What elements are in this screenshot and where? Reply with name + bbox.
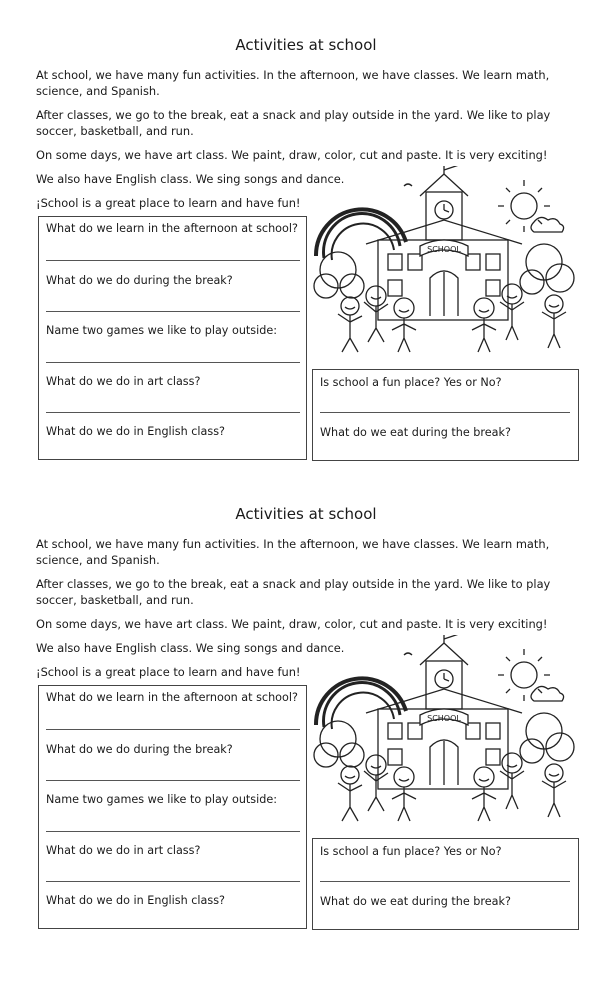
school-sign-text: SCHOOL bbox=[427, 714, 461, 723]
school-illustration bbox=[308, 166, 584, 362]
answer-line-2[interactable] bbox=[46, 780, 300, 781]
question-4: What do we do in art class? bbox=[46, 375, 201, 388]
school-sign-text: SCHOOL bbox=[427, 245, 461, 254]
school-illustration bbox=[308, 635, 584, 831]
paragraph-break: After classes, we go to the break, eat a snack and play outside in the yard. We like to play soccer, basketball, and run. bbox=[36, 108, 551, 138]
answer-line-4[interactable] bbox=[46, 881, 300, 882]
question-2: What do we do during the break? bbox=[46, 274, 233, 287]
question-5: What do we do in English class? bbox=[46, 425, 225, 438]
worksheet-1 bbox=[0, 0, 612, 470]
question-1: What do we learn in the afternoon at school? bbox=[46, 222, 298, 235]
answer-line-4[interactable] bbox=[46, 412, 300, 413]
paragraph-break: After classes, we go to the break, eat a snack and play outside in the yard. We like to play soccer, basketball, and run. bbox=[36, 577, 551, 607]
question-4: What do we do in art class? bbox=[46, 844, 201, 857]
answer-line-1[interactable] bbox=[46, 260, 300, 261]
answer-line-1[interactable] bbox=[46, 729, 300, 730]
questions-box-right bbox=[312, 838, 579, 930]
paragraph-conclusion: ¡School is a great place to learn and have fun! bbox=[36, 196, 301, 210]
question-5: What do we do in English class? bbox=[46, 894, 225, 907]
question-2: What do we do during the break? bbox=[46, 743, 233, 756]
worksheet-2 bbox=[0, 469, 612, 939]
answer-line-3[interactable] bbox=[46, 831, 300, 832]
worksheet-title: Activities at school bbox=[235, 36, 377, 54]
question-1: What do we learn in the afternoon at school? bbox=[46, 691, 298, 704]
answer-line-3[interactable] bbox=[46, 362, 300, 363]
answer-line-2[interactable] bbox=[46, 311, 300, 312]
paragraph-english: We also have English class. We sing songs and dance. bbox=[36, 641, 345, 655]
paragraph-conclusion: ¡School is a great place to learn and have fun! bbox=[36, 665, 301, 679]
question-7: What do we eat during the break? bbox=[320, 895, 511, 908]
questions-box-right bbox=[312, 369, 579, 461]
questions-box-left bbox=[38, 216, 307, 460]
worksheet-title: Activities at school bbox=[235, 505, 377, 523]
questions-box-left bbox=[38, 685, 307, 929]
question-6: Is school a fun place? Yes or No? bbox=[320, 845, 502, 858]
question-3: Name two games we like to play outside: bbox=[46, 324, 277, 337]
question-3: Name two games we like to play outside: bbox=[46, 793, 277, 806]
paragraph-art: On some days, we have art class. We paint, draw, color, cut and paste. It is very exciting! bbox=[36, 148, 548, 162]
answer-line-6[interactable] bbox=[320, 412, 570, 413]
paragraph-english: We also have English class. We sing songs and dance. bbox=[36, 172, 345, 186]
question-7: What do we eat during the break? bbox=[320, 426, 511, 439]
paragraph-activities: At school, we have many fun activities. In the afternoon, we have classes. We learn math, science, and Spanish. bbox=[36, 537, 550, 567]
question-6: Is school a fun place? Yes or No? bbox=[320, 376, 502, 389]
answer-line-6[interactable] bbox=[320, 881, 570, 882]
paragraph-art: On some days, we have art class. We paint, draw, color, cut and paste. It is very exciting! bbox=[36, 617, 548, 631]
paragraph-activities: At school, we have many fun activities. In the afternoon, we have classes. We learn math, science, and Spanish. bbox=[36, 68, 550, 98]
